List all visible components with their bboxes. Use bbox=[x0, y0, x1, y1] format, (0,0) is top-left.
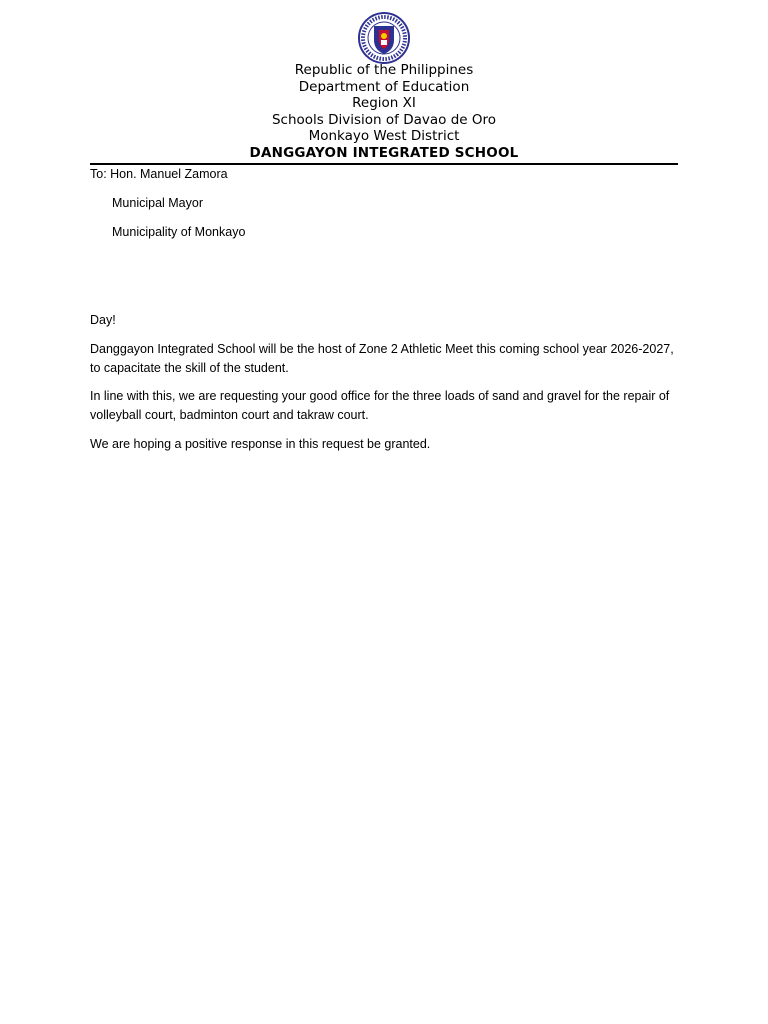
district-line: Monkayo West District bbox=[308, 128, 460, 145]
recipient-title: Municipal Mayor bbox=[112, 196, 204, 210]
deped-seal-icon bbox=[355, 12, 413, 64]
region-line: Region XI bbox=[352, 95, 416, 112]
salutation: Day! bbox=[90, 313, 116, 327]
paragraph-2: In line with this, we are requesting your good office for the three loads of sand and gravel for the repair of volleyball court, badminton court and takraw court. bbox=[90, 389, 670, 422]
country-line: Republic of the Philippines bbox=[294, 62, 474, 78]
school-name: DANGGAYON INTEGRATED SCHOOL bbox=[249, 144, 519, 161]
department-line: Department of Education bbox=[298, 78, 470, 95]
paragraph-1: Danggayon Integrated School will be the host of Zone 2 Athletic Meet this coming school year 2026-2027, to capacitate the skill of the student. bbox=[90, 342, 674, 375]
recipient-to-line: To: Hon. Manuel Zamora bbox=[90, 167, 228, 181]
letterhead bbox=[0, 62, 768, 162]
recipient-office: Municipality of Monkayo bbox=[112, 225, 246, 239]
division-line: Schools Division of Davao de Oro bbox=[271, 111, 496, 128]
paragraph-3: We are hoping a positive response in this request be granted. bbox=[90, 437, 431, 451]
